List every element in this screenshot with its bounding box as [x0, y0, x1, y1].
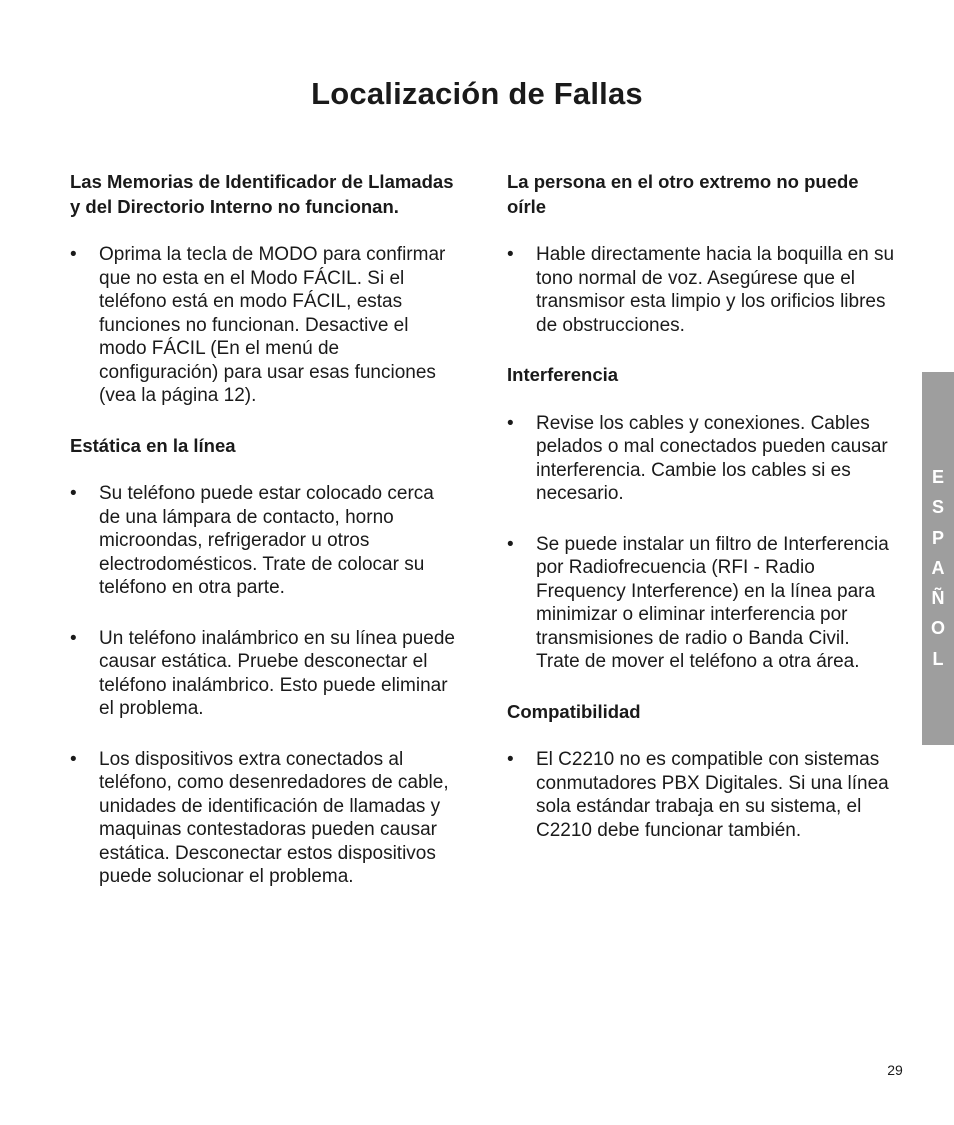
bullet-list: [507, 748, 897, 842]
bullet-icon: •: [70, 627, 77, 649]
side-tab-letter: P: [931, 527, 944, 548]
bullet-list: [507, 243, 897, 337]
side-tab-letter: S: [931, 497, 944, 518]
right-column: [507, 170, 897, 868]
list-item-text: El C2210 no es compatible con sistemas conmutadores PBX Digitales. Si una línea sola estándar trabaja en su sistema, el C2210 debe funcionar también.: [536, 749, 889, 841]
side-tab-letter: Ñ: [931, 588, 945, 609]
list-item: [507, 533, 897, 674]
list-item: [70, 627, 455, 721]
list-item-text: Se puede instalar un filtro de Interferencia por Radiofrecuencia (RFI - Radio Frequency Interference) en la línea para minimizar o eliminar interferencia por transmisiones de radio o Banda Civil. Trate de mover el teléfono a otra área.: [536, 533, 889, 672]
list-item: [507, 243, 897, 337]
list-item-text: Revise los cables y conexiones. Cables pelados o mal conectados pueden causar interferencia. Cambie los cables si es necesario.: [536, 412, 888, 504]
list-item: [507, 412, 897, 506]
bullet-icon: •: [507, 412, 514, 434]
bullet-list: [507, 412, 897, 674]
bullet-icon: •: [70, 748, 77, 770]
side-tab-letter: L: [932, 648, 944, 669]
bullet-icon: •: [70, 244, 77, 265]
list-item-text: Su teléfono puede estar colocado cerca de una lámpara de contacto, horno microondas, refrigerador u otros electrodomésticos. Trate de colocar su teléfono en otra parte.: [99, 483, 434, 598]
list-item-text: Un teléfono inalámbrico en su línea puede causar estática. Pruebe desconectar el teléfono inalámbrico. Esto puede eliminar el problema.: [99, 627, 455, 719]
page-title: Localización de Fallas: [311, 76, 643, 111]
bullet-icon: •: [507, 533, 514, 555]
bullet-icon: •: [507, 244, 514, 265]
section-heading: La persona en el otro extremo no puede oírle: [507, 171, 859, 217]
section-heading: Estática en la línea: [70, 434, 236, 456]
side-tab-letters: [922, 462, 954, 674]
language-side-tab: [922, 372, 954, 745]
side-tab-letter: E: [931, 467, 944, 487]
left-column: [70, 170, 455, 915]
list-item: [70, 482, 455, 600]
page-number: 29: [887, 1062, 903, 1078]
bullet-list: [70, 482, 455, 889]
bullet-list: [70, 243, 455, 408]
list-item-text: Los dispositivos extra conectados al teléfono, como desenredadores de cable, unidades de identificación de llamadas y maquinas contestadoras pueden causar estática. Desconectar estos dispositivos puede solucionar el problema.: [99, 748, 449, 887]
section-heading: Las Memorias de Identificador de Llamadas y del Directorio Interno no funcionan.: [70, 171, 454, 217]
bullet-icon: •: [70, 483, 77, 504]
side-tab-letter: O: [930, 618, 945, 639]
list-item: [507, 748, 897, 842]
list-item: [70, 243, 455, 408]
bullet-icon: •: [507, 749, 514, 770]
section-heading: Compatibilidad: [507, 700, 641, 722]
list-item-text: Oprima la tecla de MODO para confirmar que no esta en el Modo FÁCIL. Si el teléfono está en modo FÁCIL, estas funciones no funcionan. Desactive el modo FÁCIL (En el menú de configuración) para usar esas funciones (vea la página 12).: [99, 244, 446, 406]
section-heading: Interferencia: [507, 364, 619, 385]
list-item: [70, 748, 455, 889]
list-item-text: Hable directamente hacia la boquilla en su tono normal de voz. Asegúrese que el transmisor esta limpio y los orificios libres de obstrucciones.: [536, 244, 895, 336]
side-tab-letter: A: [931, 557, 945, 578]
